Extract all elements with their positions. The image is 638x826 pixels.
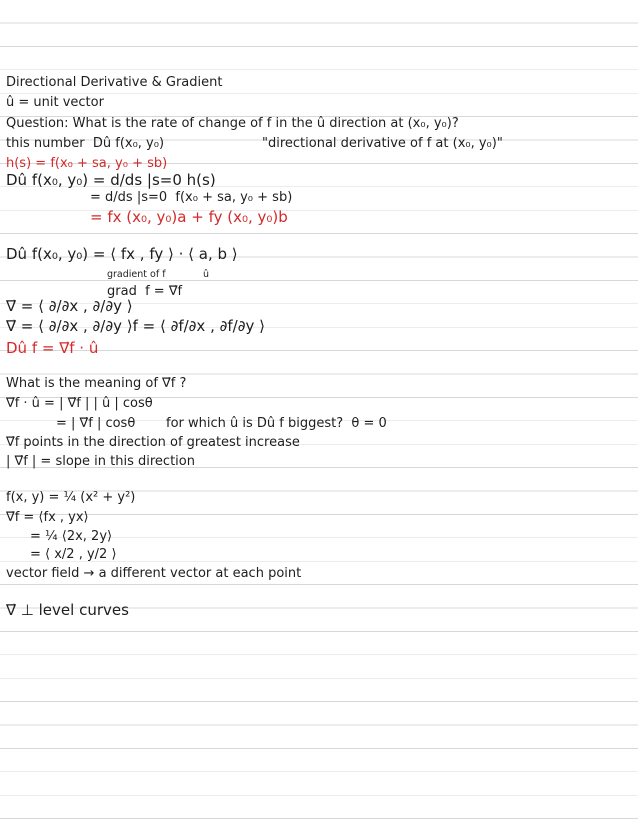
note-line: = ⟨ x/2 , y/2 ⟩	[30, 547, 117, 562]
note-line: this number Dû f(x₀, y₀)	[6, 136, 165, 151]
note-title: Directional Derivative & Gradient	[6, 75, 223, 90]
note-line: = fx (x₀, y₀)a + fy (x₀, y₀)b	[90, 208, 288, 226]
note-line: Dû f(x₀, y₀) = d/ds |s=0 h(s)	[6, 171, 216, 189]
note-line: ∇⃗f points in the direction of greatest increase	[6, 435, 300, 450]
note-line: What is the meaning of ∇⃗f ?	[6, 376, 187, 391]
note-line: for which û is Dû f biggest? θ = 0	[166, 416, 387, 431]
note-line: ∇⃗ = ⟨ ∂/∂x , ∂/∂y ⟩f = ⟨ ∂f/∂x , ∂f/∂y ⟩	[6, 317, 265, 335]
note-line: ∇⃗ = ⟨ ∂/∂x , ∂/∂y ⟩	[6, 297, 133, 315]
note-line: Question: What is the rate of change of f in the û direction at (x₀, y₀)?	[6, 116, 459, 131]
note-annotation: gradient of f	[107, 269, 166, 280]
note-line: h(s) = f(x₀ + sa, y₀ + sb)	[6, 156, 168, 171]
note-line: ∇⃗f · û = | ∇⃗f | | û | cosθ	[6, 396, 153, 411]
note-line: grad f = ∇⃗f	[107, 284, 183, 299]
note-line: f(x, y) = ¼ (x² + y²)	[6, 490, 136, 505]
note-line: = | ∇⃗f | cosθ	[56, 416, 136, 431]
note-line: Dû f(x₀, y₀) = ⟨ fx , fy ⟩ · ⟨ a, b ⟩	[6, 245, 238, 263]
note-line: Dû f = ∇⃗f · û	[6, 339, 99, 357]
note-line: ∇⃗f = ⟨fx , yx⟩	[6, 510, 89, 525]
note-line: "directional derivative of f at (x₀, y₀)"	[262, 136, 503, 151]
note-line: vector field → a different vector at each point	[6, 566, 302, 581]
note-line: = ¼ ⟨2x, 2y⟩	[30, 529, 113, 544]
note-line: = d/ds |s=0 f(x₀ + sa, y₀ + sb)	[90, 190, 293, 205]
note-line: û = unit vector	[6, 95, 104, 110]
note-line: | ∇⃗f | = slope in this direction	[6, 454, 195, 469]
note-annotation: û	[203, 269, 210, 280]
note-line: ∇⃗ ⊥ level curves	[6, 601, 129, 619]
